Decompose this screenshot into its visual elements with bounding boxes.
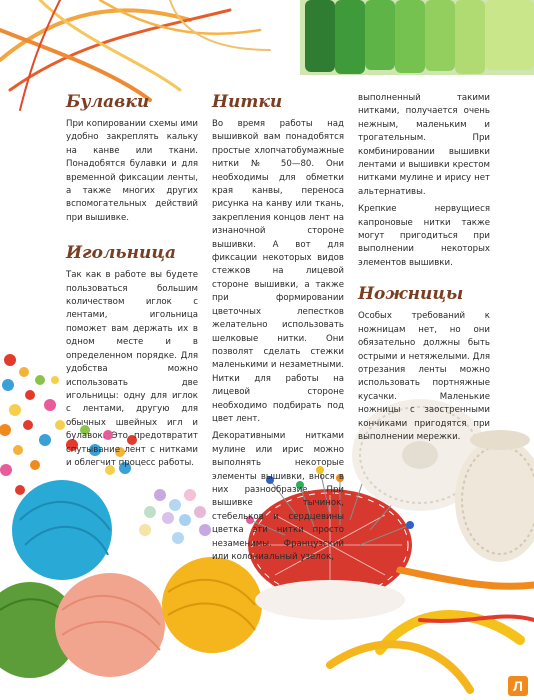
text-kapron: Крепкие нервущиеся капроновые нитки также могут пригодиться при выполнении некоторых элементов вышивки. [358, 204, 490, 268]
heading-bulavki: Булавки [66, 92, 150, 112]
publisher-logo: Л [508, 676, 528, 696]
text-nozhnitsy: Особых требований к ножницам нет, но они обязательно должны быть острыми и нетяжелыми. Для отрезания ленты можно использовать портняжные кусачки. Маленькие ножницы с заостренными кончиками пригодятся при выполнении мережки. [358, 311, 490, 442]
column-left [66, 92, 198, 470]
column-right [358, 92, 490, 444]
floss-skeins-top-right [300, 0, 534, 75]
heading-nozhnitsy: Ножницы [358, 284, 464, 305]
column-middle [212, 92, 344, 564]
heading-igolnitsa: Игольница [66, 243, 177, 264]
text-nitki-continued: выполненный такими нитками, получается очень нежным, маленьким и трогательным. При комбинировании вышивки лентами и вышивки крестом нитками мулине и ирису нет альтернативы. [358, 93, 490, 197]
text-nitki-1: Во время работы над вышивкой вам понадобятся простые хлопчатобумажные нитки № 50—80. Они необходимы для обметки края канвы, переноса рисунка на канву или ткань, закрепления концов лент на изнаночной стороне вышивки. А вот для фиксации некоторых видов стежков на лицевой стороне вышивки, а также при формировании цветочных лепестков желательно использовать шелковые нитки. Они позволят сделать стежки маленькими и незаметными. Нитки для работы на лицевой стороне необходимо подбирать под цвет лент. [212, 119, 344, 424]
text-nitki-2: Декоративными нитками мулине или ирис можно выполнять некоторые элементы вышивки, внося в них разнообразие. При вышивке тычинок, стебельков и сердцевины цветка эти нитки просто незаменимы. Французский или колониальный узелок, [212, 431, 344, 562]
heading-nitki: Нитки [212, 92, 283, 112]
text-bulavki: При копировании схемы ими удобно закреплять кальку на канве или ткани. Понадобятся булавки и для временной фиксации ленты, а также многих других вспомогательных действий при вышивке. [66, 119, 198, 223]
text-igolnitsa: Так как в работе вы будете пользоваться большим количеством иглок с лентами, игольница поможет вам держать их в одном месте и в определенном порядке. Для удобства можно использовать две игольницы: одну для иглок с лентами, другую для обычных швейных игл и булавок. Это предотвратит спутывание лент с нитками и облегчит процесс работы. [66, 270, 198, 468]
pastel-beads [139, 489, 211, 544]
